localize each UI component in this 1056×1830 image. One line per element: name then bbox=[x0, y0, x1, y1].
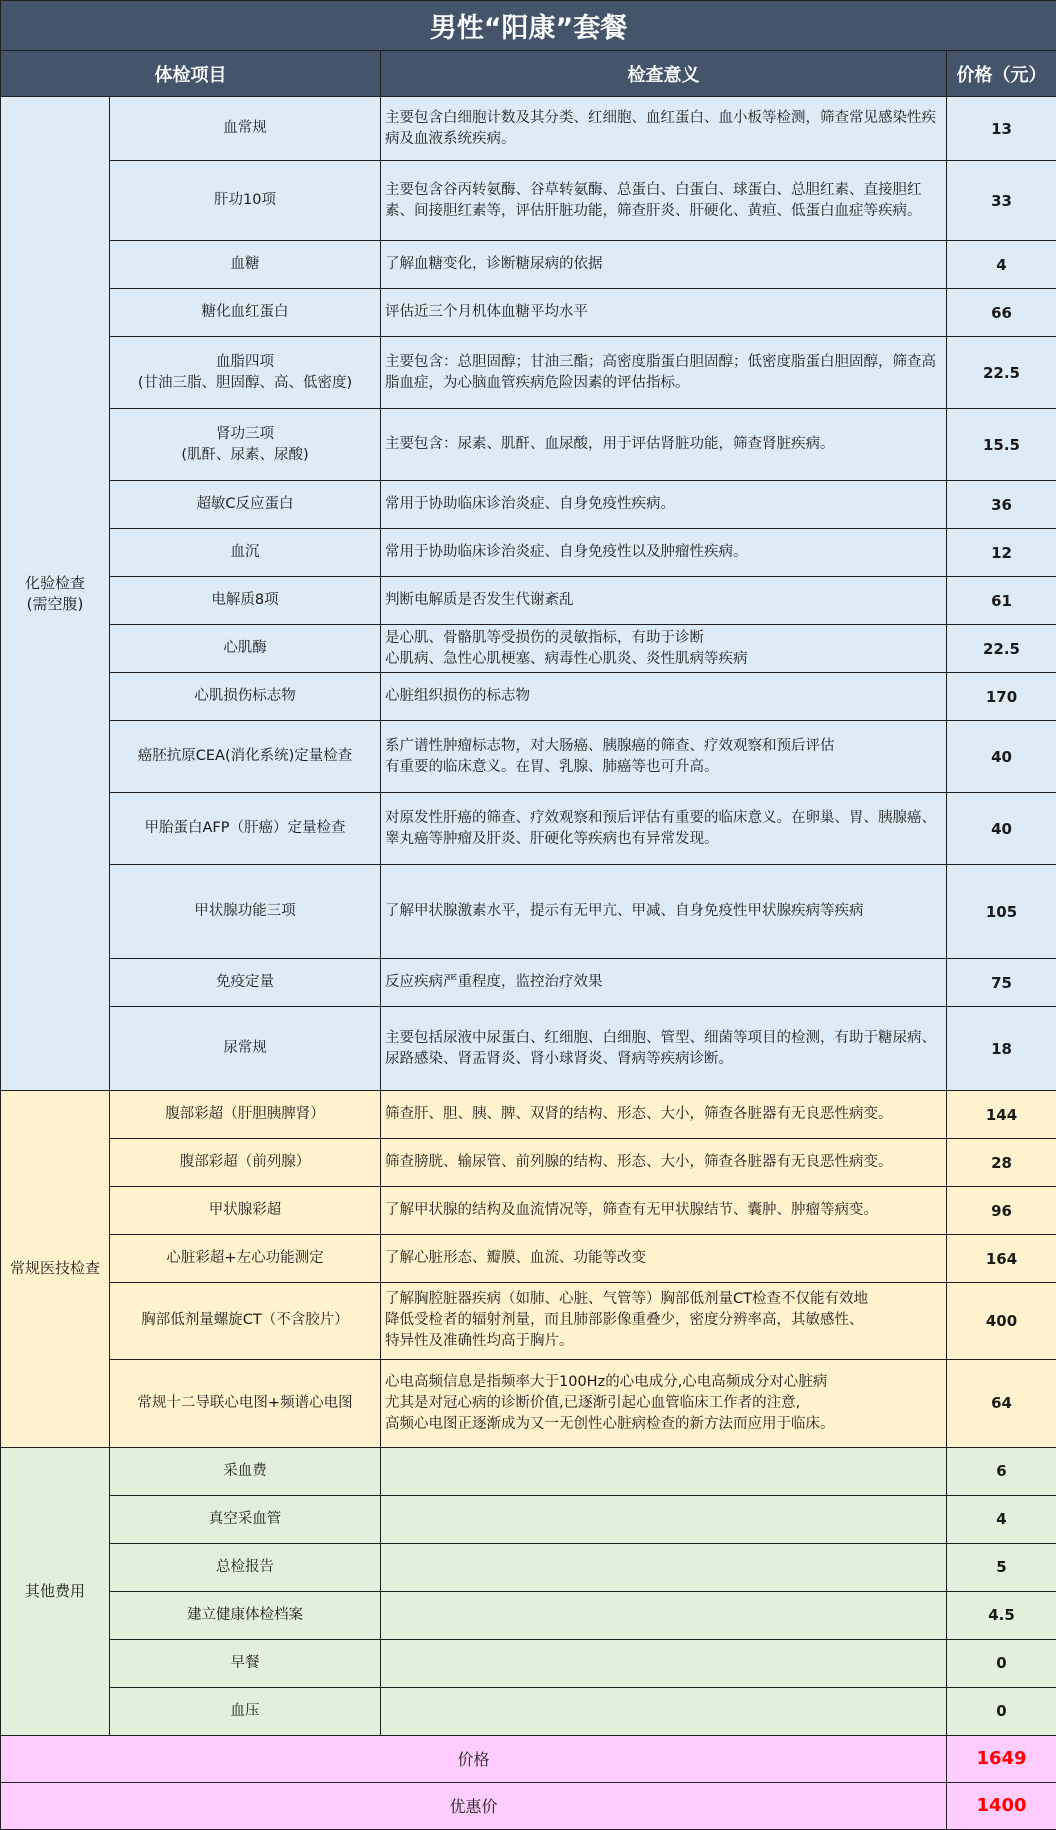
item-description bbox=[381, 1495, 947, 1543]
item-name bbox=[110, 1235, 381, 1283]
item-description bbox=[381, 721, 947, 793]
item-price: 61 bbox=[947, 577, 1056, 625]
item-name-line: 血沉 bbox=[230, 544, 260, 561]
table-row bbox=[1, 529, 1056, 577]
item-price: 105 bbox=[947, 865, 1056, 959]
item-name bbox=[110, 1187, 381, 1235]
item-name bbox=[110, 1447, 381, 1495]
item-price: 5 bbox=[947, 1543, 1056, 1591]
item-name-line: 甲状腺彩超 bbox=[208, 1202, 282, 1219]
item-price: 0 bbox=[947, 1687, 1056, 1735]
item-name-line: 心肌损伤标志物 bbox=[194, 688, 296, 705]
item-name bbox=[110, 1495, 381, 1543]
table-row bbox=[1, 673, 1056, 721]
item-description bbox=[381, 481, 947, 529]
category-line: 常规医技检查 bbox=[9, 1259, 100, 1278]
item-name bbox=[110, 1543, 381, 1591]
item-description-line: 主要包含：尿素、肌酐、血尿酸，用于评估肾脏功能，筛查肾脏疾病。 bbox=[385, 436, 835, 453]
table-row bbox=[1, 1139, 1056, 1187]
item-name-line: 肾功三项 bbox=[216, 425, 274, 442]
category-line: 其他费用 bbox=[24, 1581, 85, 1600]
item-name-line: 胸部低剂量螺旋CT（不含胶片） bbox=[141, 1312, 349, 1329]
item-price: 75 bbox=[947, 959, 1056, 1007]
item-price: 4.5 bbox=[947, 1591, 1056, 1639]
item-name bbox=[110, 529, 381, 577]
item-name bbox=[110, 481, 381, 529]
item-description-line: 常用于协助临床诊治炎症、自身免疫性疾病。 bbox=[385, 496, 675, 513]
item-price: 15.5 bbox=[947, 409, 1056, 481]
item-name bbox=[110, 721, 381, 793]
item-name-line: 尿常规 bbox=[223, 1040, 267, 1057]
item-description-line: 筛查膀胱、输尿管、前列腺的结构、形态、大小，筛查各脏器有无良恶性病变。 bbox=[385, 1154, 893, 1171]
item-name-line: (肌酐、尿素、尿酸) bbox=[181, 446, 309, 463]
item-description bbox=[381, 1447, 947, 1495]
table-row bbox=[1, 625, 1056, 673]
total-price-value: 1649 bbox=[947, 1735, 1056, 1782]
item-description-line: 了解胸腔脏器疾病（如肺、心脏、气管等）胸部低剂量CT检查不仅能有效地 bbox=[385, 1291, 868, 1308]
item-description-line: 心电高频信息是指频率大于100Hz的心电成分,心电高频成分对心脏病 bbox=[385, 1373, 828, 1390]
item-price: 36 bbox=[947, 481, 1056, 529]
header-row bbox=[1, 51, 1056, 97]
table-row bbox=[1, 1639, 1056, 1687]
table-row bbox=[1, 1007, 1056, 1091]
item-name-line: 癌胚抗原CEA(消化系统)定量检查 bbox=[137, 748, 353, 765]
item-description-line: 心脏组织损伤的标志物 bbox=[385, 688, 530, 705]
item-price: 22.5 bbox=[947, 337, 1056, 409]
discount-price-value: 1400 bbox=[947, 1782, 1056, 1829]
item-description bbox=[381, 577, 947, 625]
table-row bbox=[1, 959, 1056, 1007]
table-row bbox=[1, 1359, 1056, 1447]
item-name bbox=[110, 865, 381, 959]
item-price: 40 bbox=[947, 793, 1056, 865]
table-body bbox=[1, 97, 1056, 1830]
item-description bbox=[381, 959, 947, 1007]
item-name-line: 早餐 bbox=[230, 1654, 260, 1671]
item-description-line: 评估近三个月机体血糖平均水平 bbox=[385, 304, 588, 321]
item-description-line: 主要包含谷丙转氨酶、谷草转氨酶、总蛋白、白蛋白、球蛋白、总胆红素、直接胆红素、间接胆红素等，评估肝脏功能，筛查肝炎、肝硬化、黄疸、低蛋白血症等疾病。 bbox=[385, 181, 922, 219]
item-description bbox=[381, 793, 947, 865]
item-price: 6 bbox=[947, 1447, 1056, 1495]
item-name bbox=[110, 959, 381, 1007]
item-name bbox=[110, 1359, 381, 1447]
item-description bbox=[381, 865, 947, 959]
item-name-line: 总检报告 bbox=[216, 1558, 274, 1575]
item-name-line: 血糖 bbox=[230, 256, 260, 273]
item-price: 28 bbox=[947, 1139, 1056, 1187]
table-row bbox=[1, 1091, 1056, 1139]
item-name bbox=[110, 625, 381, 673]
item-price: 64 bbox=[947, 1359, 1056, 1447]
item-price: 4 bbox=[947, 241, 1056, 289]
item-name-line: 建立健康体检档案 bbox=[187, 1606, 303, 1623]
item-description bbox=[381, 625, 947, 673]
item-name bbox=[110, 337, 381, 409]
item-name bbox=[110, 673, 381, 721]
item-name-line: 血压 bbox=[230, 1702, 260, 1719]
item-name bbox=[110, 289, 381, 337]
item-name-line: 甲胎蛋白AFP（肝癌）定量检查 bbox=[144, 820, 346, 837]
header-price: 价格（元） bbox=[947, 51, 1056, 97]
item-name-line: 采血费 bbox=[223, 1462, 267, 1479]
item-description bbox=[381, 1687, 947, 1735]
item-description bbox=[381, 241, 947, 289]
item-price: 66 bbox=[947, 289, 1056, 337]
item-price: 144 bbox=[947, 1091, 1056, 1139]
item-description bbox=[381, 161, 947, 241]
discount-price-row bbox=[1, 1782, 1056, 1829]
table-row bbox=[1, 865, 1056, 959]
table-row bbox=[1, 409, 1056, 481]
table-row bbox=[1, 161, 1056, 241]
category-line: 化验检查 bbox=[24, 573, 85, 592]
item-name-line: 心肌酶 bbox=[223, 640, 267, 657]
item-description bbox=[381, 673, 947, 721]
table-row bbox=[1, 97, 1056, 161]
item-name-line: 血常规 bbox=[223, 120, 267, 137]
item-description bbox=[381, 1235, 947, 1283]
item-description-line: 系广谱性肿瘤标志物，对大肠癌、胰腺癌的筛查、疗效观察和预后评估 bbox=[385, 737, 835, 754]
item-description-line: 常用于协助临床诊治炎症、自身免疫性以及肿瘤性疾病。 bbox=[385, 544, 748, 561]
item-description-line: 特异性及准确性均高于胸片。 bbox=[385, 1333, 574, 1350]
item-name-line: 免疫定量 bbox=[216, 974, 274, 991]
item-description-line: 高频心电图正逐渐成为又一无创性心脏病检查的新方法而应用于临床。 bbox=[385, 1415, 835, 1432]
item-description-line: 了解甲状腺的结构及血流情况等，筛查有无甲状腺结节、囊肿、肿瘤等病变。 bbox=[385, 1202, 878, 1219]
item-price: 96 bbox=[947, 1187, 1056, 1235]
item-price: 22.5 bbox=[947, 625, 1056, 673]
item-name-line: (甘油三脂、胆固醇、高、低密度) bbox=[137, 374, 353, 391]
item-description bbox=[381, 1359, 947, 1447]
item-name-line: 糖化血红蛋白 bbox=[201, 304, 289, 321]
item-description-line: 是心肌、骨骼肌等受损伤的灵敏指标，有助于诊断 bbox=[385, 629, 704, 646]
item-name-line: 超敏C反应蛋白 bbox=[196, 496, 294, 513]
item-name bbox=[110, 1283, 381, 1359]
item-name bbox=[110, 97, 381, 161]
table-row bbox=[1, 1447, 1056, 1495]
item-name-line: 腹部彩超（肝胆胰脾肾） bbox=[165, 1106, 325, 1123]
item-name bbox=[110, 161, 381, 241]
total-price-row bbox=[1, 1735, 1056, 1782]
item-description bbox=[381, 1139, 947, 1187]
item-price: 4 bbox=[947, 1495, 1056, 1543]
item-price: 18 bbox=[947, 1007, 1056, 1091]
item-description-line: 主要包含：总胆固醇；甘油三酯；高密度脂蛋白胆固醇；低密度脂蛋白胆固醇，筛查高脂血症，为心脑血管疾病危险因素的评估指标。 bbox=[385, 353, 936, 391]
item-price: 0 bbox=[947, 1639, 1056, 1687]
item-name bbox=[110, 1091, 381, 1139]
table-row bbox=[1, 289, 1056, 337]
item-name-line: 常规十二导联心电图+频谱心电图 bbox=[137, 1394, 353, 1411]
total-price-label: 价格 bbox=[1, 1735, 947, 1782]
item-description-line: 反应疾病严重程度，监控治疗效果 bbox=[385, 974, 603, 991]
table-row bbox=[1, 481, 1056, 529]
item-description bbox=[381, 1639, 947, 1687]
item-description bbox=[381, 529, 947, 577]
item-name bbox=[110, 1591, 381, 1639]
item-name-line: 肝功10项 bbox=[214, 192, 276, 209]
table-row bbox=[1, 1687, 1056, 1735]
category-line: (需空腹) bbox=[26, 594, 84, 613]
item-description-line: 筛查肝、胆、胰、脾、双肾的结构、形态、大小，筛查各脏器有无良恶性病变。 bbox=[385, 1106, 893, 1123]
item-name-line: 血脂四项 bbox=[216, 353, 274, 370]
item-name-line: 甲状腺功能三项 bbox=[194, 903, 296, 920]
item-price: 40 bbox=[947, 721, 1056, 793]
item-price: 170 bbox=[947, 673, 1056, 721]
table-row bbox=[1, 241, 1056, 289]
item-name bbox=[110, 409, 381, 481]
category-other-fees bbox=[1, 1447, 110, 1735]
item-name-line: 真空采血管 bbox=[208, 1510, 282, 1527]
page-title: 男性“阳康”套餐 bbox=[1, 1, 1056, 51]
item-description-line: 了解血糖变化，诊断糖尿病的依据 bbox=[385, 256, 603, 273]
item-description bbox=[381, 1091, 947, 1139]
item-description bbox=[381, 289, 947, 337]
item-description bbox=[381, 1007, 947, 1091]
item-description-line: 有重要的临床意义。在胃、乳腺、肺癌等也可升高。 bbox=[385, 758, 719, 775]
table-row bbox=[1, 1235, 1056, 1283]
item-name bbox=[110, 1639, 381, 1687]
item-description-line: 了解心脏形态、瓣膜、血流、功能等改变 bbox=[385, 1250, 646, 1267]
item-name bbox=[110, 577, 381, 625]
item-price: 13 bbox=[947, 97, 1056, 161]
table-row bbox=[1, 1591, 1056, 1639]
item-price: 400 bbox=[947, 1283, 1056, 1359]
item-name bbox=[110, 241, 381, 289]
item-description-line: 判断电解质是否发生代谢紊乱 bbox=[385, 592, 574, 609]
table-row bbox=[1, 577, 1056, 625]
item-name-line: 腹部彩超（前列腺） bbox=[179, 1154, 311, 1171]
header-item: 体检项目 bbox=[1, 51, 381, 97]
item-name-line: 心脏彩超+左心功能测定 bbox=[166, 1250, 324, 1267]
table-row bbox=[1, 721, 1056, 793]
item-description bbox=[381, 409, 947, 481]
item-description bbox=[381, 1283, 947, 1359]
item-price: 12 bbox=[947, 529, 1056, 577]
item-description-line: 对原发性肝癌的筛查、疗效观察和预后评估有重要的临床意义。在卵巢、胃、胰腺癌、睾丸癌等肿瘤及肝炎、肝硬化等疾病也有异常发现。 bbox=[385, 809, 936, 847]
item-description-line: 了解甲状腺激素水平，提示有无甲亢、甲减、自身免疫性甲状腺疾病等疾病 bbox=[385, 903, 864, 920]
category-imaging-tests bbox=[1, 1091, 110, 1447]
item-description bbox=[381, 337, 947, 409]
item-name bbox=[110, 1139, 381, 1187]
discount-price-label: 优惠价 bbox=[1, 1782, 947, 1829]
item-name bbox=[110, 1687, 381, 1735]
item-description bbox=[381, 1187, 947, 1235]
item-name bbox=[110, 793, 381, 865]
item-description-line: 尤其是对冠心病的诊断价值,已逐渐引起心血管临床工作者的注意, bbox=[385, 1394, 801, 1411]
item-description-line: 心肌病、急性心肌梗塞、病毒性心肌炎、炎性肌病等疾病 bbox=[385, 650, 748, 667]
header-meaning: 检查意义 bbox=[381, 51, 947, 97]
item-description bbox=[381, 1591, 947, 1639]
item-description-line: 主要包括尿液中尿蛋白、红细胞、白细胞、管型、细菌等项目的检测，有助于糖尿病、尿路感染、肾盂肾炎、肾小球肾炎、肾病等疾病诊断。 bbox=[385, 1029, 936, 1067]
item-description-line: 主要包含白细胞计数及其分类、红细胞、血红蛋白、血小板等检测，筛查常见感染性疾病及血液系统疾病。 bbox=[385, 109, 936, 147]
table-row bbox=[1, 1283, 1056, 1359]
table-row bbox=[1, 793, 1056, 865]
table-row bbox=[1, 337, 1056, 409]
item-description-line: 降低受检者的辐射剂量，而且肺部影像重叠少，密度分辨率高，其敏感性、 bbox=[385, 1312, 864, 1329]
item-price: 164 bbox=[947, 1235, 1056, 1283]
item-price: 33 bbox=[947, 161, 1056, 241]
item-description bbox=[381, 97, 947, 161]
item-name-line: 电解质8项 bbox=[211, 592, 279, 609]
category-lab-tests bbox=[1, 97, 110, 1091]
item-description bbox=[381, 1543, 947, 1591]
table-row bbox=[1, 1543, 1056, 1591]
item-name bbox=[110, 1007, 381, 1091]
table-row bbox=[1, 1187, 1056, 1235]
table-row bbox=[1, 1495, 1056, 1543]
